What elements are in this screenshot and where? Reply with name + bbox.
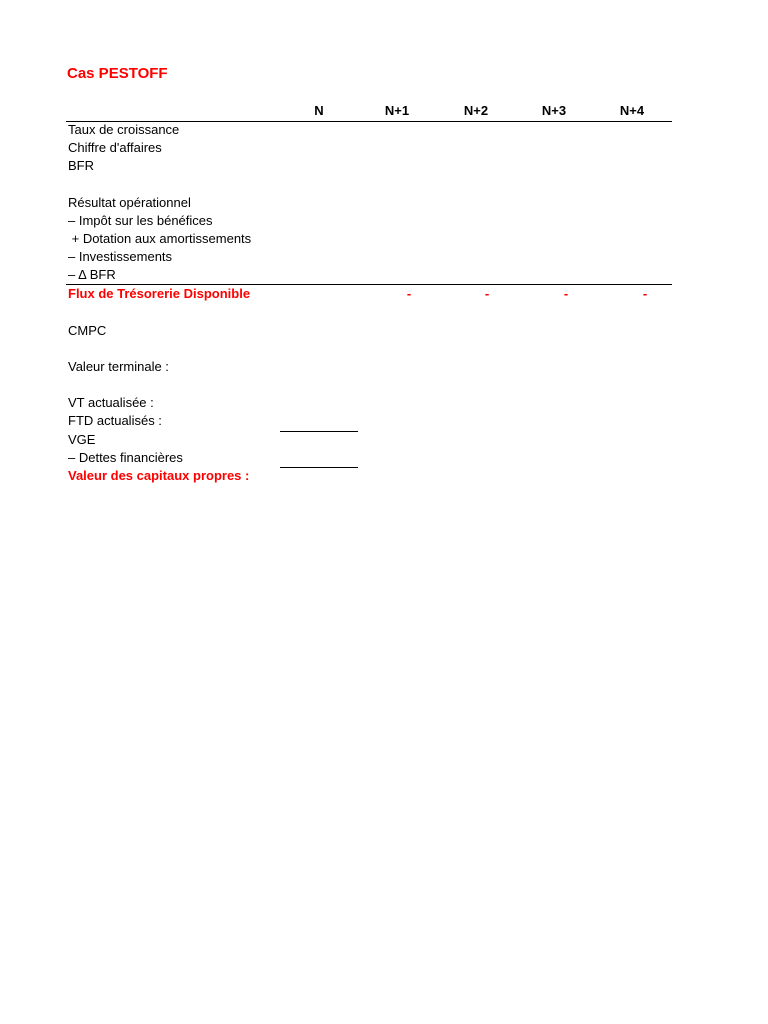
- dettes-sum-rule: [280, 467, 358, 468]
- row-label-investissements: – Investissements: [68, 249, 173, 264]
- row-label-resultat-operationnel: Résultat opérationnel: [68, 195, 191, 210]
- column-header-n1: N+1: [384, 103, 410, 118]
- row-label-delta-bfr: – Δ BFR: [68, 267, 116, 282]
- total-value-n1: -: [406, 286, 412, 301]
- dettes-financieres-label: – Dettes financières: [68, 450, 183, 465]
- total-value-n3: -: [563, 286, 569, 301]
- page-title: Cas PESTOFF: [67, 65, 168, 82]
- column-header-n4: N+4: [619, 103, 645, 118]
- ftd-sum-rule: [280, 431, 358, 432]
- ftd-actualises-label: FTD actualisés :: [68, 413, 162, 428]
- column-header-n3: N+3: [541, 103, 567, 118]
- vt-actualisee-label: VT actualisée :: [68, 395, 154, 410]
- total-row-label: Flux de Trésorerie Disponible: [68, 286, 251, 301]
- capitaux-propres-label: Valeur des capitaux propres :: [68, 468, 250, 483]
- total-value-n2: -: [484, 286, 490, 301]
- row-label-dotation: + Dotation aux amortissements: [68, 231, 252, 246]
- row-label-bfr: BFR: [68, 158, 94, 173]
- row-label-impot: – Impôt sur les bénéfices: [68, 213, 213, 228]
- column-header-n2: N+2: [463, 103, 489, 118]
- column-header-n: N: [314, 103, 324, 118]
- total-value-n4: -: [642, 286, 648, 301]
- row-label-taux-croissance: Taux de croissance: [68, 122, 180, 137]
- total-rule: [66, 284, 672, 285]
- valeur-terminale-label: Valeur terminale :: [68, 359, 169, 374]
- row-label-chiffre-affaires: Chiffre d'affaires: [68, 140, 162, 155]
- cmpc-label: CMPC: [68, 323, 107, 338]
- vge-label: VGE: [68, 432, 96, 447]
